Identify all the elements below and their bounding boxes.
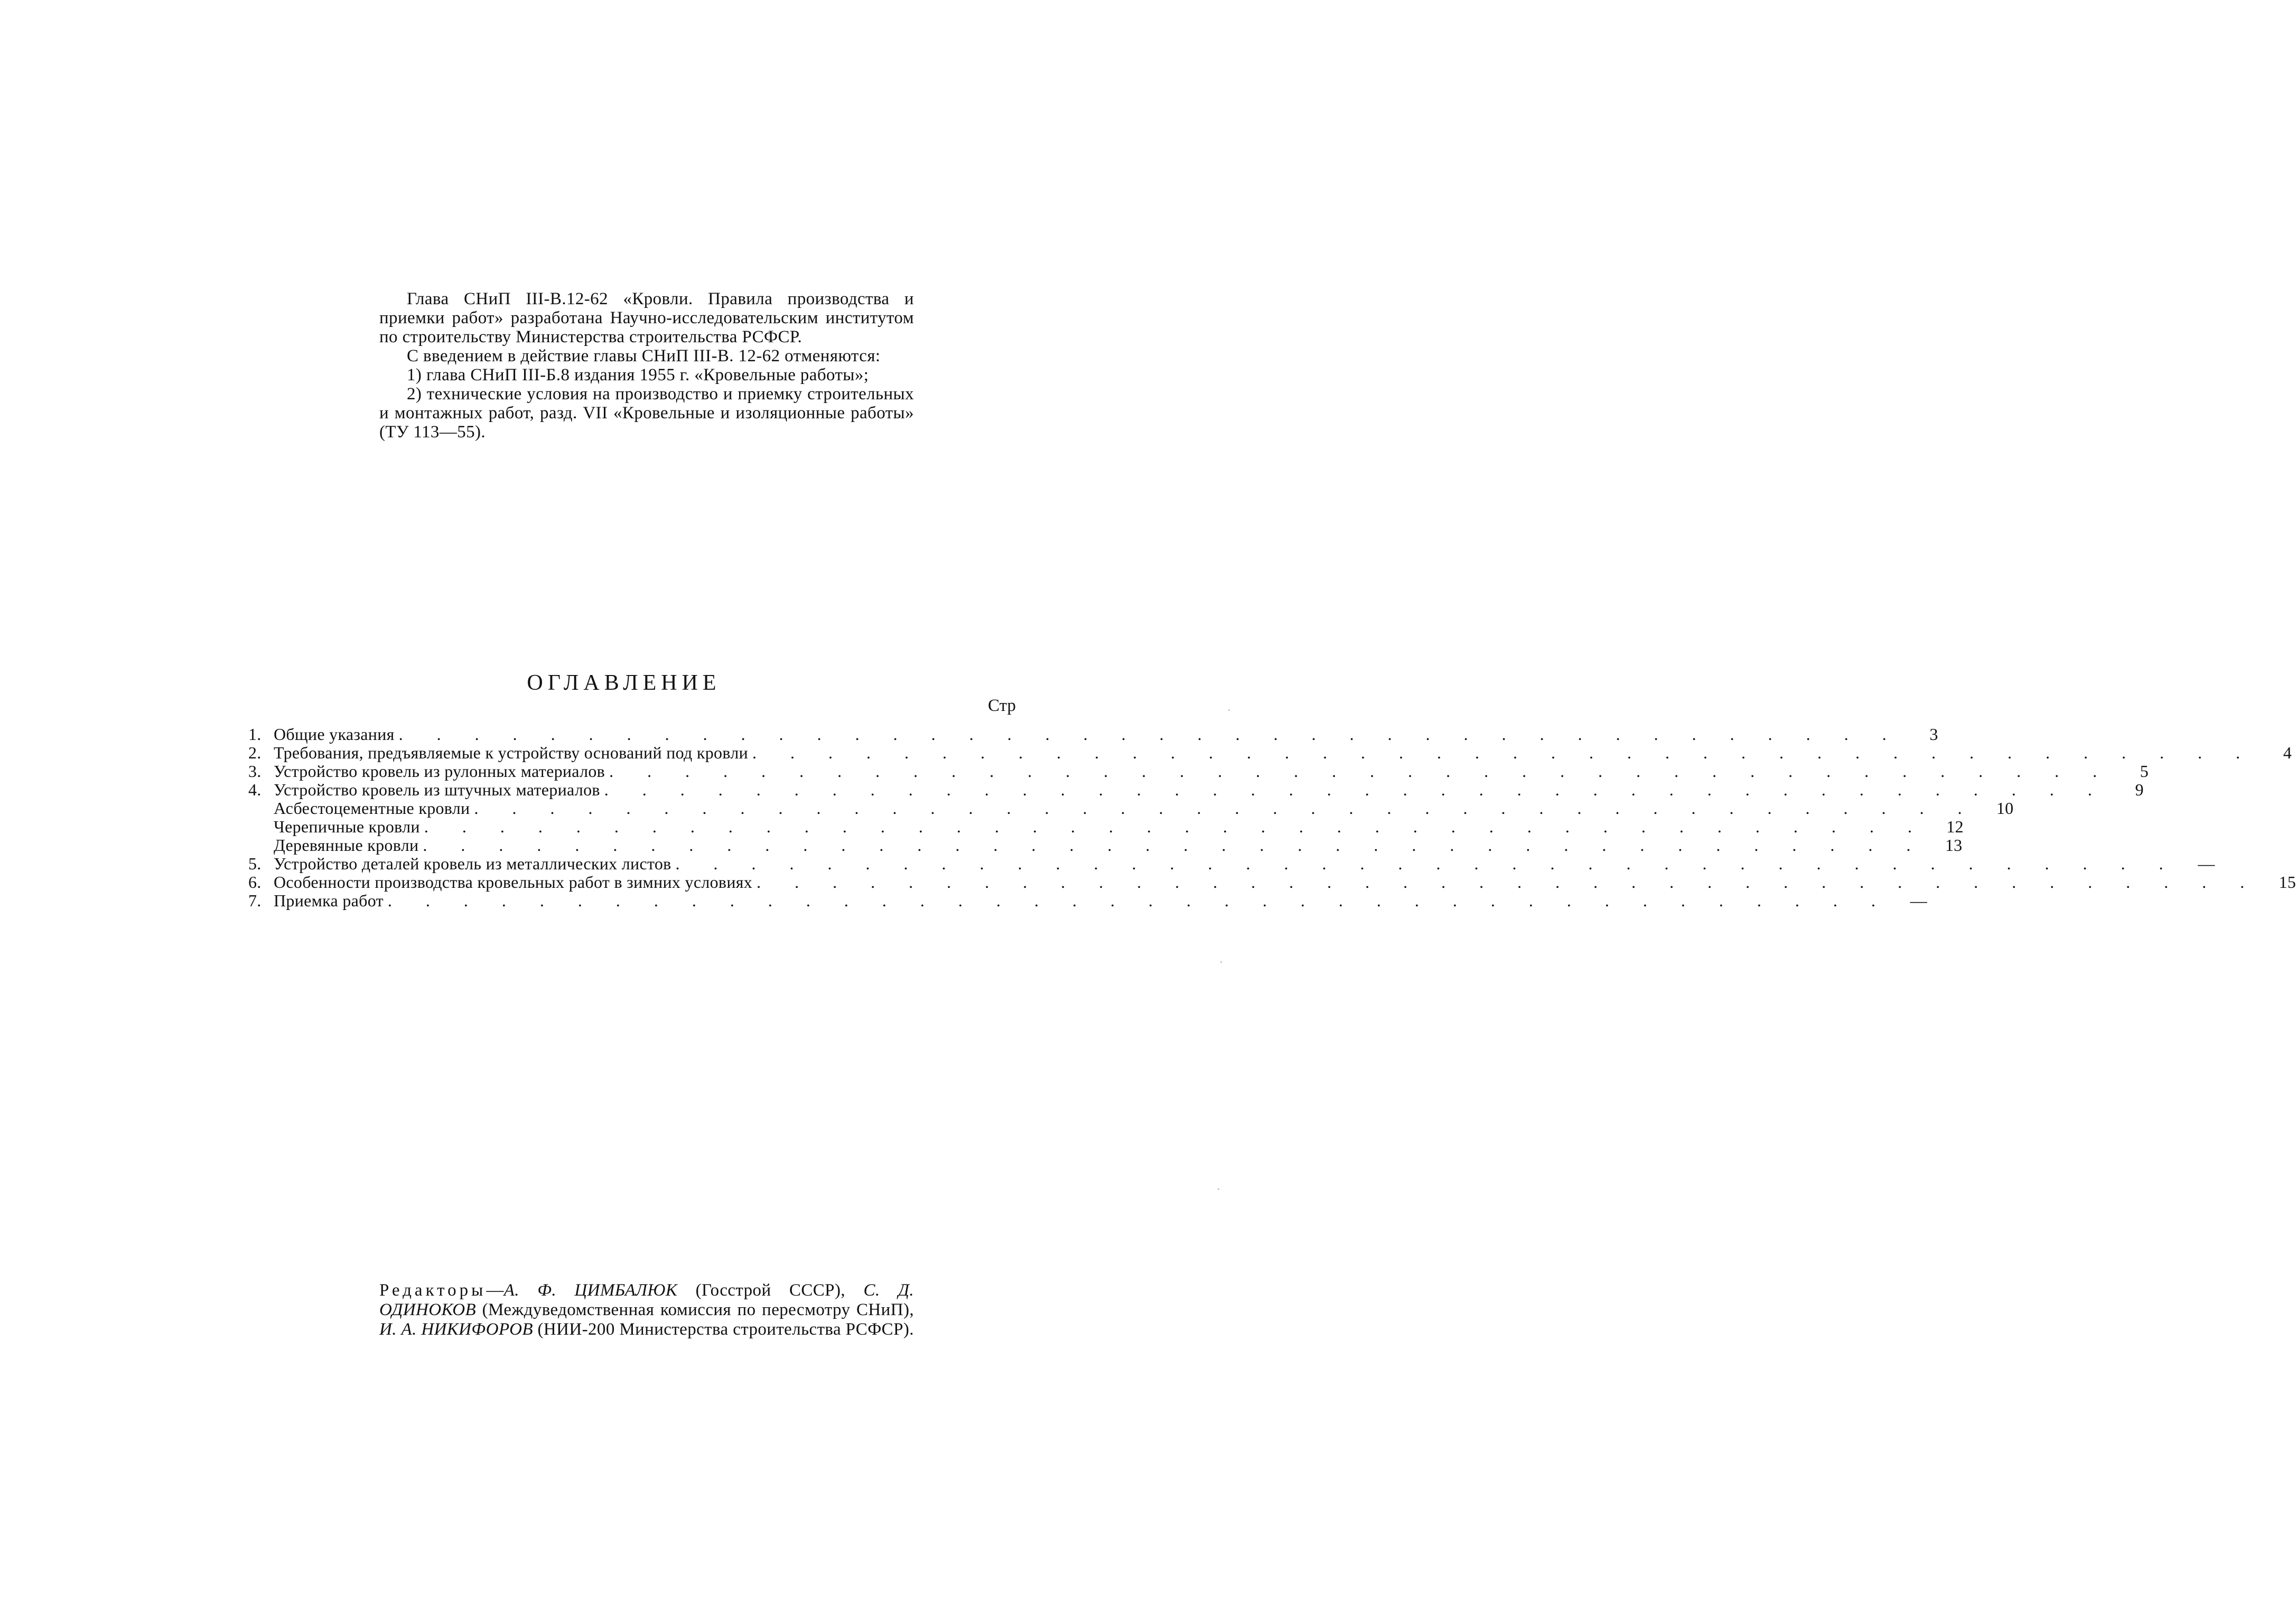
editors-dash: —	[486, 1281, 504, 1300]
intro-block	[379, 289, 914, 442]
toc-dot-leader: . . . . . . . . . . . . . . . . . . . . . . . . . . . . . . . . . . . . . . . .	[474, 799, 1977, 818]
toc-entry-number: 1.	[248, 725, 262, 744]
toc-entry-page: 10	[1996, 799, 2014, 818]
toc-entry	[248, 873, 2296, 892]
toc-entry-label: Общие указания	[274, 725, 395, 744]
table-of-contents	[248, 725, 2296, 910]
toc-entry-page: 5	[2140, 762, 2149, 781]
toc-entry-page: 15	[2279, 873, 2296, 892]
editor-3-name: И. А. НИКИФОРОВ	[379, 1320, 533, 1339]
toc-title: ОГЛАВЛЕНИЕ	[527, 671, 721, 695]
toc-entry-number: 7.	[248, 891, 262, 910]
toc-entry-page: 3	[1929, 725, 1938, 744]
intro-list-item-2: 2) технические условия на производство и приемку строительных и монтажных работ, разд. VII «Кровельные и изоляционные работы» (ТУ 113—55).	[379, 385, 914, 442]
toc-entry	[248, 743, 2292, 762]
toc-entry-page: —	[2198, 854, 2215, 873]
toc-entry-label: Приемка работ	[274, 891, 384, 910]
toc-entry	[248, 762, 2149, 781]
toc-entry	[248, 799, 2014, 818]
editor-3-org: (НИИ-200 Министерства строительства РСФСР).	[537, 1320, 914, 1339]
toc-entry-label: Асбестоцементные кровли	[274, 799, 470, 818]
editor-2-org: (Междуведомственная комиссия по пересмотру СНиП),	[482, 1300, 914, 1319]
toc-dot-leader: . . . . . . . . . . . . . . . . . . . . . . . . . . . . . . . . . . . . . . . .	[423, 836, 1926, 855]
toc-entry-page: 12	[1946, 817, 1964, 836]
toc-dot-leader: . . . . . . . . . . . . . . . . . . . . . . . . . . . . . . . . . . . . . . . .	[387, 891, 1890, 910]
toc-dot-leader: . . . . . . . . . . . . . . . . . . . . . . . . . . . . . . . . . . . . . . . .	[398, 725, 1901, 744]
toc-dot-leader: . . . . . . . . . . . . . . . . . . . . . . . . . . . . . . . . . . . . . . . .	[424, 817, 1927, 836]
toc-entry-number: 2.	[248, 743, 262, 762]
editors-heading: Редакторы	[379, 1281, 487, 1300]
toc-entry	[248, 817, 1964, 836]
toc-entry-page: 9	[2135, 780, 2144, 799]
scan-speck	[1218, 1188, 1219, 1190]
editor-1-org: (Госстрой СССР),	[695, 1281, 845, 1300]
toc-entry-page: 4	[2283, 743, 2292, 762]
toc-entry	[248, 836, 1963, 855]
toc-entry-number: 3.	[248, 762, 262, 781]
toc-entry-page: 13	[1945, 836, 1963, 855]
toc-entry-label: Особенности производства кровельных работ в зимних условиях	[274, 873, 753, 892]
editors-block	[379, 1281, 914, 1339]
toc-entry-label: Устройство кровель из штучных материалов	[274, 780, 600, 799]
toc-entry	[248, 891, 1927, 910]
toc-entry-page: —	[1910, 891, 1927, 910]
toc-dot-leader: . . . . . . . . . . . . . . . . . . . . . . . . . . . . . . . . . . . . . . . .	[609, 762, 2112, 781]
toc-page-column-header: Стр	[988, 696, 1016, 715]
toc-dot-leader: . . . . . . . . . . . . . . . . . . . . . . . . . . . . . . . . . . . . . . . .	[757, 873, 2260, 892]
toc-entry	[248, 854, 2215, 873]
toc-entry	[248, 725, 1938, 744]
toc-dot-leader: . . . . . . . . . . . . . . . . . . . . . . . . . . . . . . . . . . . . . . . .	[752, 743, 2255, 762]
intro-paragraph-2: С введением в действие главы СНиП III-В. 12-62 отменяются:	[407, 346, 881, 365]
toc-entry-label: Устройство деталей кровель из металлических листов	[274, 854, 671, 873]
toc-dot-leader: . . . . . . . . . . . . . . . . . . . . . . . . . . . . . . . . . . . . . . . .	[675, 854, 2178, 873]
editor-2-name: С. Д. ОДИНОКОВ	[379, 1281, 914, 1319]
scan-speck	[1220, 961, 1222, 963]
toc-entry-label: Деревянные кровли	[274, 836, 419, 855]
intro-list-item-1: 1) глава СНиП III-Б.8 издания 1955 г. «Кровельные работы»;	[407, 365, 869, 385]
toc-entry-number: 4.	[248, 780, 262, 799]
toc-dot-leader: . . . . . . . . . . . . . . . . . . . . . . . . . . . . . . . . . . . . . . . .	[604, 780, 2107, 799]
editor-1-name: А. Ф. ЦИМБАЛЮК	[503, 1281, 678, 1300]
toc-entry	[248, 780, 2144, 799]
toc-entry-number: 5.	[248, 854, 262, 873]
scan-speck	[1228, 709, 1230, 711]
toc-entry-label: Черепичные кровли	[274, 817, 420, 836]
toc-entry-number: 6.	[248, 873, 262, 892]
toc-entry-label: Требования, предъявляемые к устройству оснований под кровли	[274, 743, 749, 762]
toc-entry-label: Устройство кровель из рулонных материалов	[274, 762, 605, 781]
intro-paragraph-1: Глава СНиП III-В.12-62 «Кровли. Правила производства и приемки работ» разработана Научно-исследовательским институтом по строительству Министерства строительства РСФСР.	[379, 289, 914, 346]
